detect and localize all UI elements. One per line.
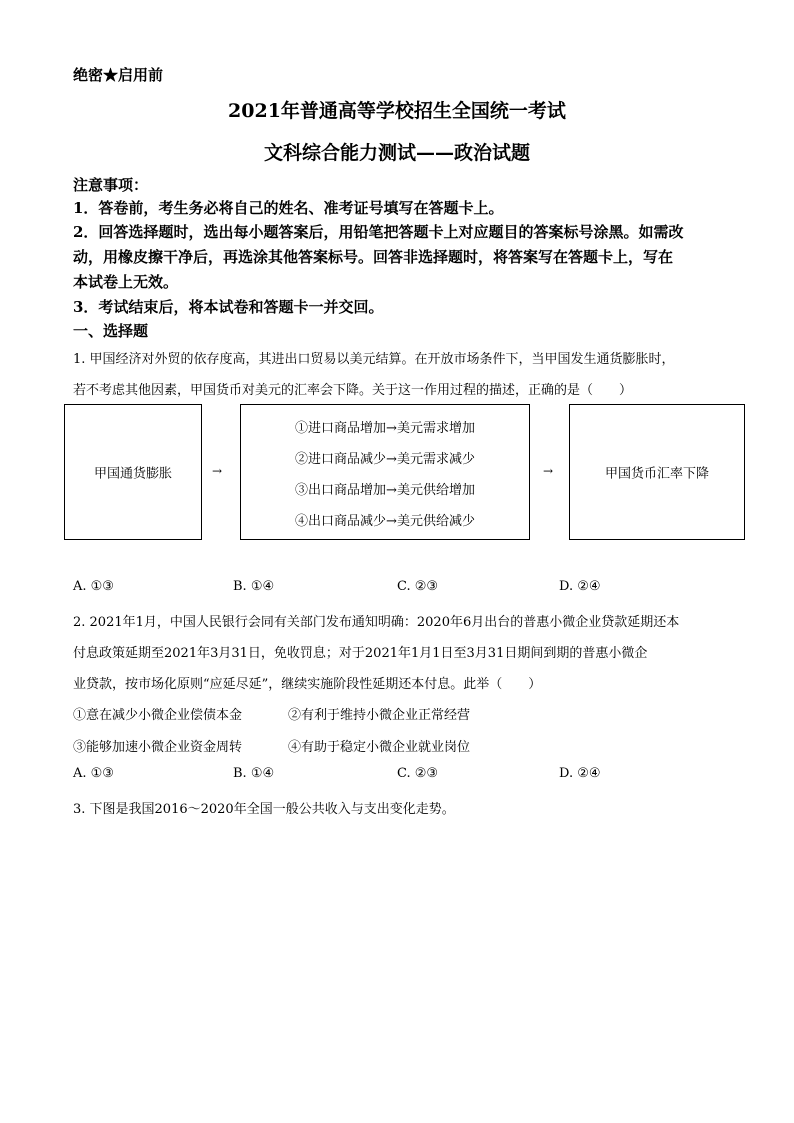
arrow-icon: → [212, 464, 223, 478]
q3-line-1: 3. 下图是我国2016～2020年全国一般公共收入与支出变化走势。 [73, 802, 455, 817]
diagram-right-box [569, 404, 745, 540]
diagram-left-box [64, 404, 202, 540]
q1-option-c: C. ②③ [397, 579, 439, 594]
q1-option-d: D. ②④ [559, 579, 601, 594]
q2-line-1: 2. 2021年1月，中国人民银行会同有关部门发布通知明确：2020年6月出台的普惠小微企业贷款延期还本 [73, 615, 680, 630]
diagram-middle-item-3: ③出口商品增加→美元供给增加 [295, 483, 475, 498]
exam-title: 2021年普通高等学校招生全国统一考试 [228, 100, 566, 122]
q2-statement-3: ③能够加速小微企业资金周转 [73, 740, 243, 755]
diagram-middle-item-1: ①进口商品增加→美元需求增加 [295, 421, 475, 436]
arrow-icon: → [543, 464, 554, 478]
exam-subtitle: 文科综合能力测试——政治试题 [263, 142, 530, 164]
q2-option-d: D. ②④ [559, 766, 601, 781]
notice-item-2-line-2: 动，用橡皮擦干净后，再选涂其他答案标号。回答非选择题时，将答案写在答题卡上，写在 [73, 248, 674, 266]
q1-line-1: 1. 甲国经济对外贸的依存度高，其进出口贸易以美元结算。在开放市场条件下，当甲国发生通货膨胀时， [73, 352, 675, 367]
q2-statement-1: ①意在减少小微企业偿债本金 [73, 708, 243, 723]
diagram-right-label: 甲国货币汇率下降 [604, 466, 709, 482]
q2-line-2: 付息政策延期至2021年3月31日，免收罚息；对于2021年1月1日至3月31日期间到期的普惠小微企 [73, 646, 648, 661]
notice-item-2-line-3: 本试卷上无效。 [73, 273, 179, 291]
q2-option-c: C. ②③ [397, 766, 439, 781]
notice-heading: 注意事项： [73, 176, 149, 194]
notice-item-2-line-1: 2．回答选择题时，选出每小题答案后，用铅笔把答题卡上对应题目的答案标号涂黑。如需改 [73, 223, 684, 241]
diagram-middle-item-4: ④出口商品减少→美元供给减少 [295, 514, 475, 529]
notice-item-1: 1．答卷前，考生务必将自己的姓名、准考证号填写在答题卡上。 [73, 199, 504, 217]
q2-statement-4: ④有助于稳定小微企业就业岗位 [288, 740, 471, 755]
diagram-middle-box [240, 404, 530, 540]
q1-line-2: 若不考虑其他因素，甲国货币对美元的汇率会下降。关于这一作用过程的描述，正确的是（ ） [73, 383, 633, 398]
q2-option-b: B. ①④ [233, 766, 275, 781]
diagram-middle-item-2: ②进口商品减少→美元需求减少 [295, 452, 475, 467]
secret-mark: 绝密★启用前 [73, 66, 164, 84]
q2-option-a: A. ①③ [73, 766, 114, 781]
notice-item-3: 3．考试结束后，将本试卷和答题卡一并交回。 [73, 298, 384, 316]
section-heading: 一、选择题 [73, 322, 149, 340]
q2-statement-2: ②有利于维持小微企业正常经营 [288, 708, 471, 723]
q2-line-3: 业贷款，按市场化原则“应延尽延”，继续实施阶段性延期还本付息。此举（ ） [73, 677, 542, 692]
q1-option-a: A. ①③ [73, 579, 114, 594]
q1-option-b: B. ①④ [233, 579, 275, 594]
diagram-left-label: 甲国通货膨胀 [93, 466, 172, 482]
